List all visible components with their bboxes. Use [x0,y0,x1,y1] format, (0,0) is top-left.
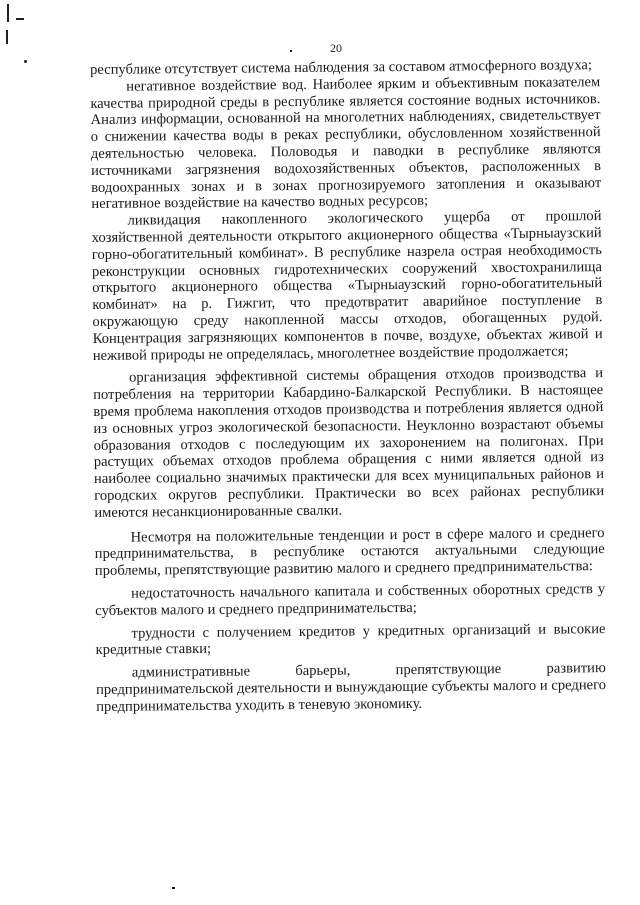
list-item-admin-barriers: административные барьеры, препятствующие развитию предпринимательской деятельности и вынуждающие субъекты малого и среднего предпринимательства уходить в теневую экономику. [95,660,607,715]
scan-artifact [7,4,9,22]
document-body [90,57,606,715]
paragraph-small-business-intro: Несмотря на положительные тенденции и рост в сфере малого и среднего предпринимательства, в республике остаются актуальными следующие проблемы, препятствующие развитию малого и среднего предпринимательства: [94,524,605,580]
paragraph-water-impact: негативное воздействие вод. Наиболее ярким и объективным показателем качества природной среды в республике является состояние водных источников. Анализ информации, основанной на многолетних наблюдениях, свидетельствует о снижении качества воды в реках республики, обусловленном хозяйственной деятельностью человека. Половодья и паводки в республике являются источниками загрязнения водохозяйственных объектов, расположенных в водоохранных зонах и в зонах прогнозируемого затопления и оказывают негативное воздействие на качество водных ресурсов; [90,73,602,213]
scan-artifact [16,18,24,20]
page-number: 20 [330,41,342,55]
list-item-capital-shortage: недостаточность начального капитала и собственных оборотных средств у субъектов малого и среднего предпринимательства; [95,580,606,619]
list-item-credit-difficulties: трудности с получением кредитов у кредитных организаций и высокие кредитные ставки; [95,620,606,659]
scan-artifact [24,60,27,63]
paragraph-environmental-damage: ликвидация накопленного экологического ущерба от прошлой хозяйственной деятельности открытого акционерного общества «Тырныаузский горно-обогатительный комбинат». В республике назрела острая необходимость реконструкции основных гидротехнических сооружений хвостохранилища открытого акционерного общества «Тырныаузский горно-обогатительный комбинат» на р. Гижгит, что предотвратит аварийное поступление в окружающую среду накопленной массы отходов, обогащенных рудой. Концентрация загрязняющих компонентов в почве, воздухе, объектах живой и неживой природы не определялась, многолетнее воздействие продолжается; [91,208,603,364]
paragraph-air-monitoring: республике отсутствует система наблюдения за составом атмосферного воздуха; [90,57,592,78]
paragraph-waste-management: организация эффективной системы обращения отходов производства и потребления на территории Кабардино-Балкарской Республики. В настоящее время проблема накопления отходов производства и потребления является одной из основных угроз экологической безопасности. Неуклонно возрастают объемы образования отходов с последующим их захоронением на полигонах. При растущих объемах отходов проблема обращения с ними является одной из наиболее социально значимых практически для всех муниципальных районов и городских округов республики. Практически во всех районах республики имеются несанкционированные свалки. [93,365,605,521]
scan-artifact [172,887,175,889]
